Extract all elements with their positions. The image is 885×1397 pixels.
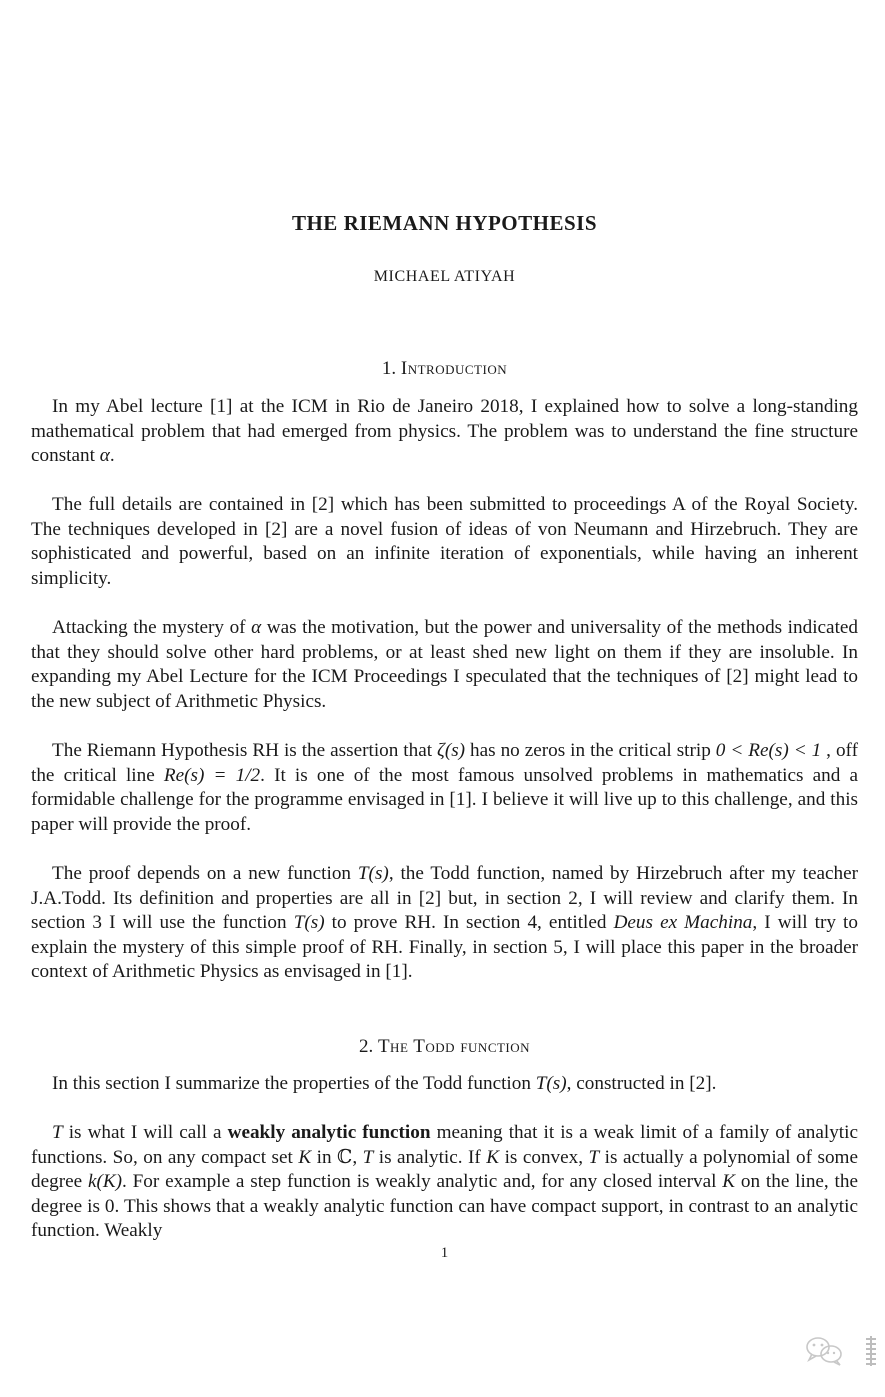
text-run: , constructed in [2]. xyxy=(566,1073,717,1094)
text-run: is analytic. If xyxy=(373,1146,487,1168)
math-T: T xyxy=(52,1122,63,1143)
math-T: T xyxy=(362,1146,374,1168)
text-run: , the Todd function, named by Hirzebruch after my teacher J.A.Todd. Its definition and properties are all in [2] but, in section 2, I will review and clarify them. In section 3 I will use the function xyxy=(31,863,858,933)
section-2-heading xyxy=(31,1036,858,1058)
math-critical-strip: 0 < Re(s) < 1 xyxy=(715,740,822,761)
text-run: is what I will call a xyxy=(62,1122,228,1143)
todd-paragraph-1 xyxy=(31,1072,858,1097)
math-K: K xyxy=(486,1146,500,1168)
intro-paragraph-1 xyxy=(31,395,858,469)
text-run: has no zeros in the critical strip xyxy=(465,740,716,761)
section-1-heading xyxy=(31,358,858,380)
paper-author: MICHAEL ATIYAH xyxy=(373,268,516,285)
intro-paragraph-2: The full details are contained in [2] which has been submitted to proceedings A of the Royal Society. The techniques developed in [2] are a novel fusion of ideas of von Neumann and Hirzebruch. They are sophisticated and powerful, based on an infinite iteration of exponentials, while having an inherent simplicity. xyxy=(31,494,858,589)
math-alpha: α xyxy=(251,617,262,638)
math-zeta: ζ(s) xyxy=(437,740,466,761)
text-run: , xyxy=(352,1146,363,1168)
math-K: K xyxy=(722,1171,736,1192)
math-todd: T(s) xyxy=(357,863,389,884)
text-run: on the line, the degree is 0. This shows that a weakly analytic function can have compact support, in contrast to an analytic function. Weakly xyxy=(31,1171,858,1241)
text-run: . xyxy=(109,445,115,466)
text-run: The proof depends on a new function xyxy=(52,863,358,884)
text-run: in xyxy=(311,1146,338,1168)
page-number: 1 xyxy=(440,1245,449,1261)
text-run: , off the critical line xyxy=(31,740,858,786)
text-run: . For example a step function is weakly analytic and, for any closed interval xyxy=(122,1171,723,1192)
section-4-title-ref: Deus ex Machina xyxy=(613,912,753,933)
wechat-icon xyxy=(804,1332,879,1370)
section-1-title: Introduction xyxy=(400,358,508,379)
text-run: . It is one of the most famous unsolved problems in mathematics and a formidable challenge for the programme envisaged in [1]. I believe it will live up to this challenge, and this paper will provide the proof. xyxy=(31,764,858,835)
todd-paragraph-2 xyxy=(31,1121,858,1244)
math-K: K xyxy=(298,1146,312,1168)
text-run: was the motivation, but the power and universality of the methods indicated that they should solve other hard problems, or at least shed new light on them if they are insoluble. In expanding my Abel Lecture for the ICM Proceedings I speculated that the techniques of [2] might lead to the new subject of Arithmetic Physics. xyxy=(31,617,859,712)
math-T: T xyxy=(588,1146,600,1168)
text-run: meaning that it is a weak limit of a family of analytic functions. So, on any compact set xyxy=(31,1122,858,1168)
intro-paragraph-3 xyxy=(31,616,858,714)
text-run: In this section I summarize the properties of the Todd function xyxy=(52,1073,536,1094)
text-run: In my Abel lecture [1] at the ICM in Rio de Janeiro 2018, I explained how to solve a long-standing mathematical problem that had emerged from physics. The problem was to understand the fine structure constant xyxy=(31,396,858,466)
section-2-number: 2. xyxy=(358,1036,374,1057)
math-complex: ℂ xyxy=(337,1146,353,1168)
text-run: to prove RH. In section 4, entitled xyxy=(324,912,614,933)
math-todd: T(s) xyxy=(293,912,325,933)
text-run: is actually a polynomial of some degree xyxy=(31,1146,858,1192)
definition-term: weakly analytic function xyxy=(227,1122,431,1143)
text-run: The Riemann Hypothesis RH is the assertion that xyxy=(52,740,438,761)
section-2-title: The Todd function xyxy=(377,1036,531,1057)
math-todd: T(s) xyxy=(535,1073,567,1094)
text-run: , I will try to explain the mystery of this simple proof of RH. Finally, in section 5, I will place this paper in the broader context of Arithmetic Physics as envisaged in [1]. xyxy=(31,912,858,982)
text-run: Attacking the mystery of xyxy=(52,617,252,638)
math-alpha: α xyxy=(99,445,110,466)
section-1-number: 1. xyxy=(381,358,397,379)
intro-paragraph-5 xyxy=(31,862,858,985)
intro-paragraph-4 xyxy=(31,739,858,837)
math-critical-line: Re(s) = 1/2 xyxy=(163,764,261,786)
text-run: is convex, xyxy=(499,1146,589,1168)
paper-title: THE RIEMANN HYPOTHESIS xyxy=(291,211,598,235)
math-degree: k(K) xyxy=(87,1171,123,1192)
